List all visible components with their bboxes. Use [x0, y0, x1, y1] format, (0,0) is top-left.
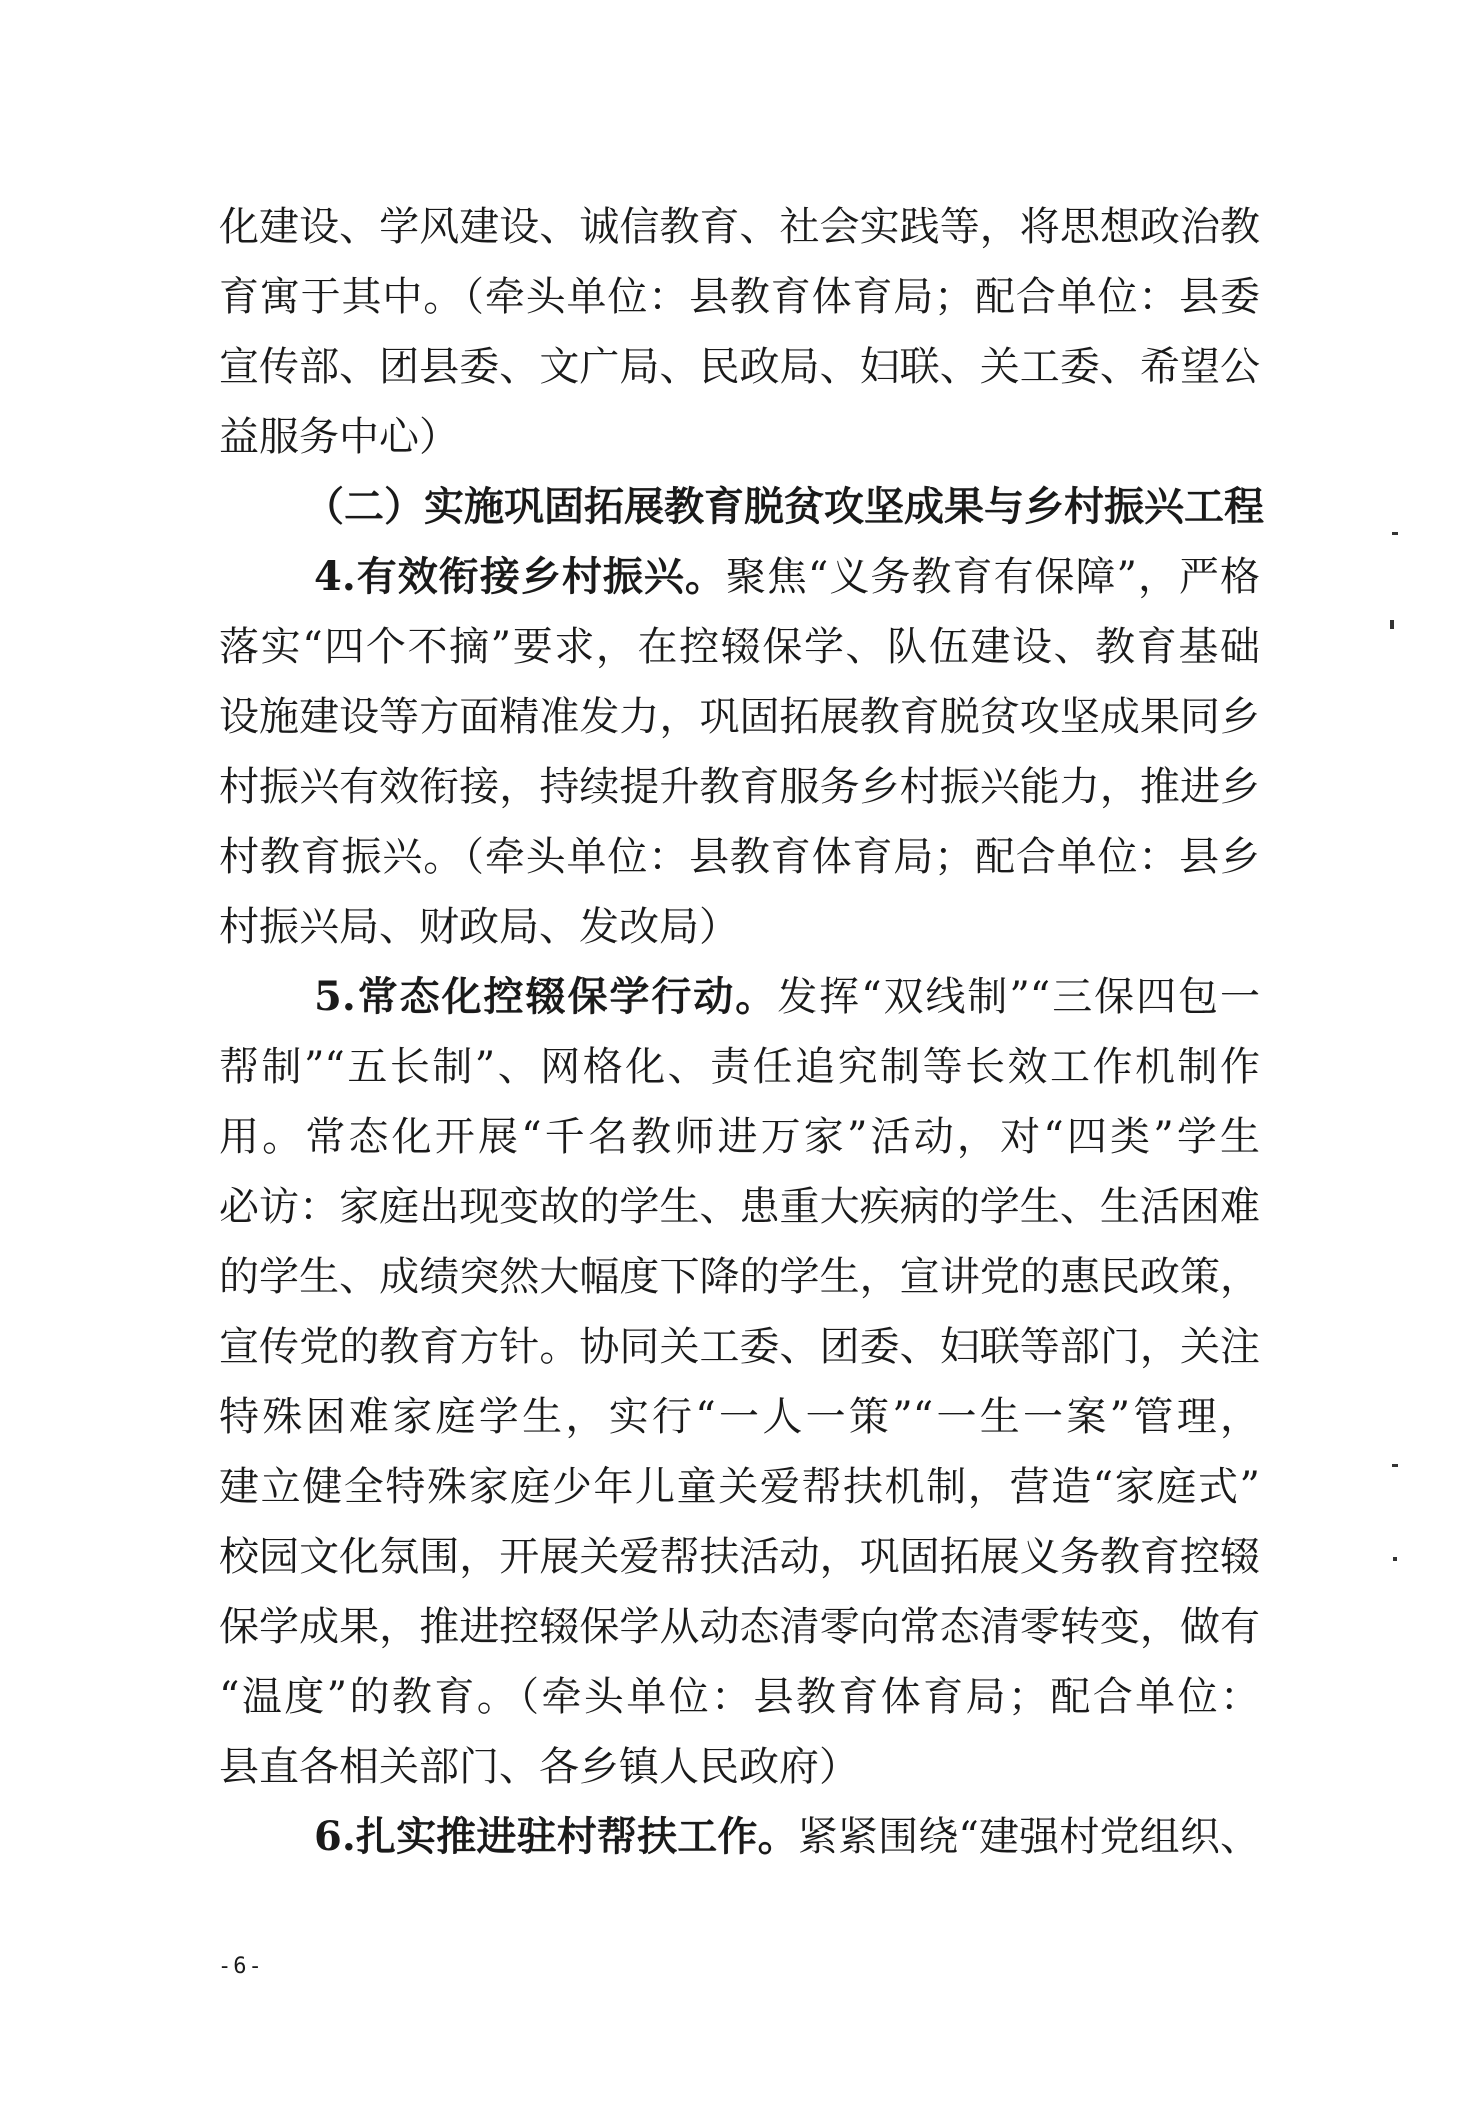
- item-4-text: 聚焦“义务教育有保障”，严格: [725, 554, 1260, 600]
- paragraph-line: 育寓于其中。（牵头单位：县教育体育局；配合单位：县委: [219, 274, 1260, 320]
- item-5-first-line: [219, 962, 1260, 1032]
- section-heading: （二）实施巩固拓展教育脱贫攻坚成果与乡村振兴工程: [304, 483, 1264, 530]
- scan-mark: [1393, 1557, 1397, 1561]
- paragraph-line: 村教育振兴。（牵头单位：县教育体育局；配合单位：县乡: [219, 834, 1260, 880]
- paragraph-line: 特殊困难家庭学生，实行“一人一策”“一生一案”管理，: [219, 1394, 1260, 1440]
- paragraph-line: 村振兴局、财政局、发改局）: [219, 904, 739, 950]
- page-number: -6-: [218, 1954, 264, 1979]
- paragraph-line: 帮制”“五长制”、网格化、责任追究制等长效工作机制作: [219, 1044, 1260, 1090]
- scan-mark: [1392, 1464, 1398, 1467]
- item-4-first-line: [219, 542, 1260, 612]
- paragraph-line: 建立健全特殊家庭少年儿童关爱帮扶机制，营造“家庭式”: [219, 1464, 1260, 1510]
- item-5-title: 5.常态化控辍保学行动。: [314, 973, 778, 1020]
- paragraph-line: 校园文化氛围，开展关爱帮扶活动，巩固拓展义务教育控辍: [219, 1534, 1260, 1580]
- item-6-first-line: [219, 1802, 1260, 1872]
- paragraph-line: 必访：家庭出现变故的学生、患重大疾病的学生、生活困难: [219, 1184, 1260, 1230]
- scan-mark: [1392, 532, 1398, 535]
- item-5-text: 发挥“双线制”“三保四包一: [777, 974, 1260, 1020]
- paragraph-line: 保学成果，推进控辍保学从动态清零向常态清零转变，做有: [219, 1604, 1260, 1650]
- paragraph-line: 化建设、学风建设、诚信教育、社会实践等，将思想政治教: [219, 204, 1260, 250]
- paragraph-line: 村振兴有效衔接，持续提升教育服务乡村振兴能力，推进乡: [219, 764, 1260, 810]
- scan-mark: [1390, 620, 1394, 629]
- paragraph-line: 设施建设等方面精准发力，巩固拓展教育脱贫攻坚成果同乡: [219, 694, 1260, 740]
- item-4-title: 4.有效衔接乡村振兴。: [314, 553, 726, 600]
- paragraph-line: 宣传党的教育方针。协同关工委、团委、妇联等部门，关注: [219, 1324, 1260, 1370]
- paragraph-line: “温度”的教育。（牵头单位：县教育体育局；配合单位：: [219, 1674, 1260, 1720]
- document-body: [219, 192, 1264, 1872]
- paragraph-line: 的学生、成绩突然大幅度下降的学生，宣讲党的惠民政策，: [219, 1254, 1260, 1300]
- paragraph-line: 县直各相关部门、各乡镇人民政府）: [219, 1744, 859, 1790]
- item-6-text: 紧紧围绕“建强村党组织、: [797, 1814, 1260, 1860]
- paragraph-line: 落实“四个不摘”要求，在控辍保学、队伍建设、教育基础: [219, 624, 1260, 670]
- item-6-title: 6.扎实推进驻村帮扶工作。: [314, 1813, 798, 1860]
- paragraph-line: 益服务中心）: [219, 414, 459, 460]
- paragraph-line: 宣传部、团县委、文广局、民政局、妇联、关工委、希望公: [219, 344, 1260, 390]
- paragraph-line: 用。常态化开展“千名教师进万家”活动，对“四类”学生: [219, 1114, 1260, 1160]
